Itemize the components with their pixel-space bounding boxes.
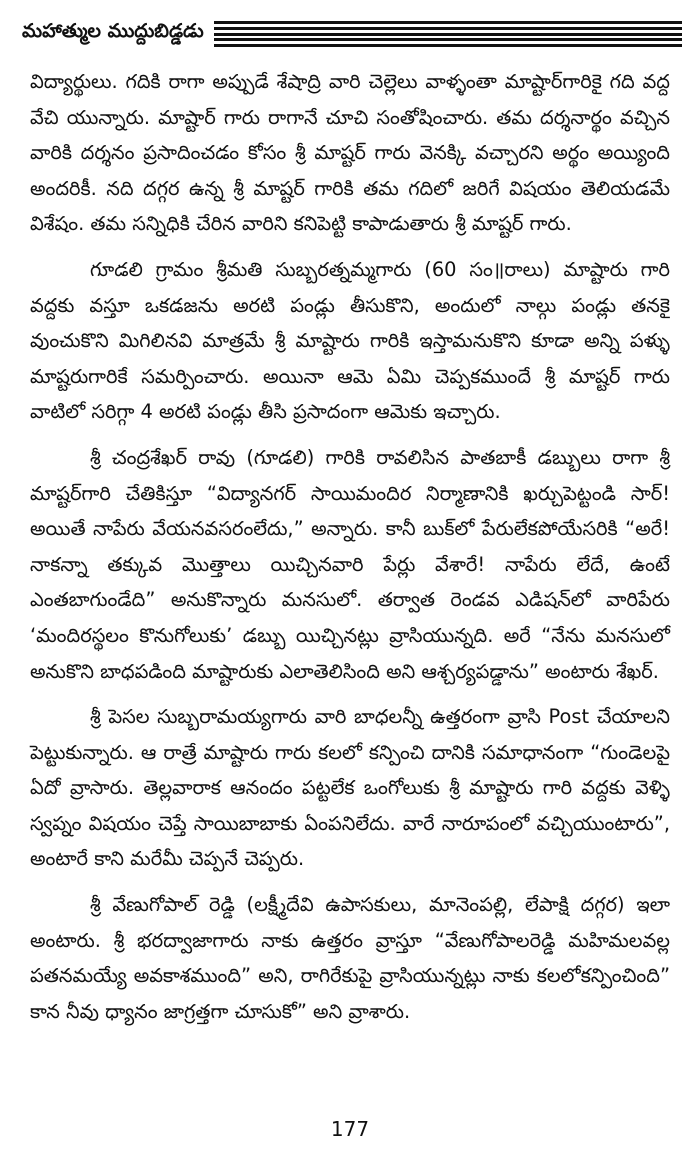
paragraph: గూడలి గ్రామం శ్రీమతి సుబ్బరత్నమ్మగారు (60 సం॥రాలు) మాష్టారు గారి వద్దకు వస్తూ ఒకడజను అరటి పండ్లు తీసుకొని, అందులో నాల్గు పండ్లు తనకై వుంచుకొని మిగిలినవి మాత్రమే శ్రీ మాష్టారు గారికి ఇస్తామనుకొని కూడా అన్ని పళ్ళు మాష్టరుగారికే సమర్పించారు. అయినా ఆమె ఏమి చెప్పకముందే శ్రీ మాష్టర్ గారు వాటిలో సరిగ్గా 4 అరటి పండ్లు తీసి ప్రసాదంగా ఆమెకు ఇచ్చారు. [30,257,670,424]
paragraph: విద్యార్థులు. గదికి రాగా అప్పుడే శేషాద్రి వారి చెల్లెలు వాళ్ళంతా మాష్టార్‌గారికై గది వద్ద వేచి యున్నారు. మాష్టార్ గారు రాగానే చూచి సంతోషించారు. తమ దర్శనార్థం వచ్చిన వారికి దర్శనం ప్రసాదించడం కోసం శ్రీ మాష్టర్ గారు వెనక్కి వచ్చారని అర్థం అయ్యింది అందరికీ. నది దగ్గర ఉన్న శ్రీ మాష్టర్ గారికి తమ గదిలో జరిగే విషయం తెలియడమే విశేషం. తమ సన్నిధికి చేరిన వారిని కనిపెట్టి కాపాడుతారు శ్రీ మాష్టర్ గారు. [30,70,670,236]
body-text [30,64,670,1039]
running-title: మహాత్ముల ముద్దుబిడ్డడు [22,20,214,47]
page-number: 177 [330,1117,370,1141]
paragraph: శ్రీ వేణుగోపాల్ రెడ్డి (లక్ష్మీదేవి ఉపాసకులు, మానెంపల్లి, లేపాక్షి దగ్గర) ఇలా అంటారు. శ్రీ భరద్వాజాగారు నాకు ఉత్తరం వ్రాస్తూ “వేణుగోపాలరెడ్డి మహిమలవల్ల పతనమయ్యే అవకాశముంది” అని, రాగిరేకుపై వ్రాసియున్నట్లు నాకు కలలోకన్పించింది” కాన నీవు ధ్యానం జాగ్రత్తగా చూసుకో” అని వ్రాశారు. [30,893,670,1023]
header-rule [214,27,682,30]
header-rule [214,21,682,24]
paragraph: శ్రీ పెసల సుబ్బరామయ్యగారు వారి బాధలన్నీ ఉత్తరంగా వ్రాసి Post చేయాలని పెట్టుకున్నారు. ఆ రాత్రే మాష్టారు గారు కలలో కన్పించి దానికి సమాధానంగా “గుండెలపై ఏదో వ్రాసారు. తెల్లవారాక ఆనందం పట్టలేక ఒంగోలుకు శ్రీ మాష్టారు గారి వద్దకు వెళ్ళి స్వప్నం విషయం చెప్తే సాయిబాబాకు ఏంపనిలేదు. వారే నారూపంలో వచ్చియుంటారు”, అంటారే కాని మరేమీ చెప్పనే చెప్పరు. [30,705,670,871]
paragraph: శ్రీ చంద్రశేఖర్ రావు (గూడలి) గారికి రావలిసిన పాతబాకీ డబ్బులు రాగా శ్రీ మాష్టర్‌గారి చేతికిస్తూ “విద్యానగర్ సాయిమందిర నిర్మాణానికి ఖర్చుపెట్టండి సార్! అయితే నాపేరు వేయనవసరంలేదు,” అన్నారు. కానీ బుక్‌లో పేరులేకపోయేసరికి “అరే! నాకన్నా తక్కువ మొత్తాలు యిచ్చినవారి పేర్లు వేశారే! నాపేరు లేదే, ఉంటే ఎంతబాగుండేది” అనుకొన్నారు మనసులో. తర్వాత రెండవ ఎడిషన్‌లో వారిపేరు ‘మందిరస్థలం కొనుగోలుకు’ డబ్బు యిచ్చినట్లు వ్రాసియున్నది. అరే “నేను మనసులో అనుకొని బాధపడింది మాష్టారుకు ఎలాతెలిసింది అని ఆశ్చర్యపడ్డాను” అంటారు శేఖర్. [30,445,671,683]
header-rule [214,33,682,36]
header-rule-lines [214,21,682,47]
header-rule [214,38,682,41]
running-header [22,16,682,50]
header-rule [214,44,682,47]
